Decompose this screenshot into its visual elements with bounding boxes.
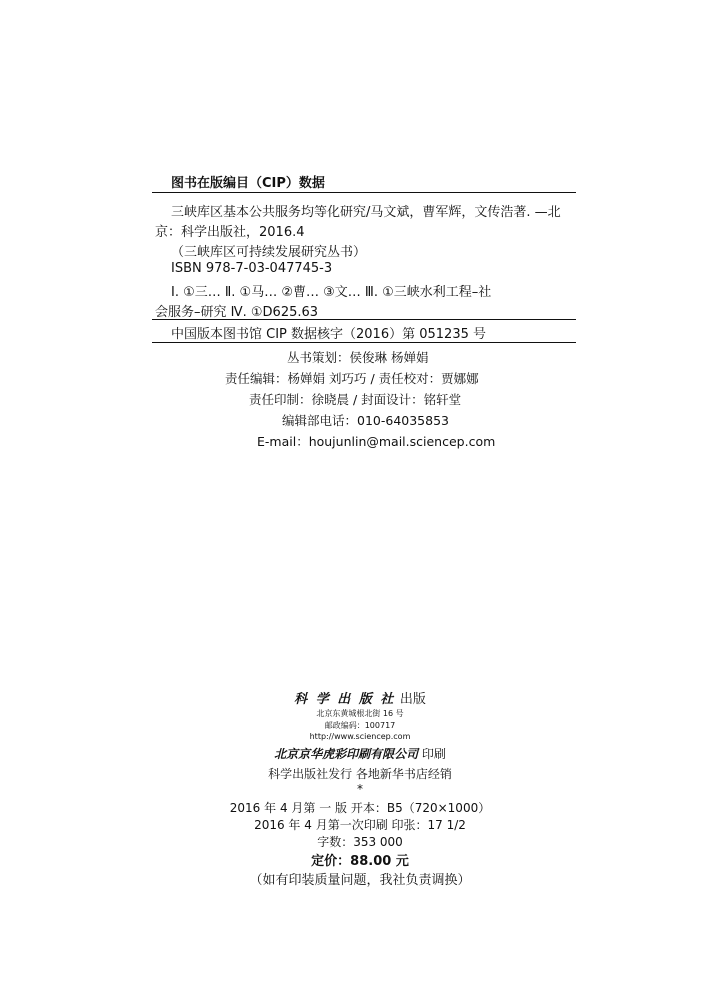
responsible-printing: 责任印制：徐晓晨 / 封面设计：铭轩堂 [249, 392, 462, 407]
cip-heading: 图书在版编目（CIP）数据 [171, 176, 325, 191]
cip-isbn-line: ISBN 978-7-03-047745-3 [171, 261, 333, 276]
publisher-line [0, 688, 720, 707]
responsible-editors: 责任编辑：杨婵娟 刘巧巧 / 责任校对：贾娜娜 [225, 371, 479, 386]
price: 定价：88.00 元 [311, 854, 409, 869]
cip-record-number: 中国版本图书馆 CIP 数据核字（2016）第 051235 号 [171, 327, 486, 342]
printer-suffix: 印刷 [421, 747, 446, 761]
printer-name: 北京京华虎彩印刷有限公司 [274, 747, 419, 761]
cip-title-line: 三峡库区基本公共服务均等化研究/马文斌，曹军辉，文传浩著. —北 [171, 205, 561, 220]
cip-classification-line-2: 会服务–研究 Ⅳ. ①D625.63 [155, 305, 319, 320]
publisher-postcode: 邮政编码：100717 [324, 721, 396, 730]
impression-line: 2016 年 4 月第一次印刷 印张：17 1/2 [254, 818, 466, 832]
cip-top-rule [152, 192, 576, 193]
quality-notice: （如有印装质量问题，我社负责调换） [249, 873, 471, 888]
cip-series-line: （三峡库区可持续发展研究丛书） [171, 245, 367, 260]
editorial-email: E-mail：houjunlin@mail.sciencep.com [257, 434, 496, 449]
word-count: 字数：353 000 [317, 835, 403, 849]
publisher-suffix: 出版 [399, 692, 426, 707]
cip-publication-line: 京：科学出版社，2016.4 [155, 225, 305, 240]
publisher-website: http://www.sciencep.com [309, 732, 411, 741]
editorial-phone: 编辑部电话：010-64035853 [282, 413, 449, 428]
cip-classification-line: Ⅰ. ①三… Ⅱ. ①马… ②曹… ③文… Ⅲ. ①三峡水利工程–社 [171, 285, 492, 300]
publisher-address: 北京东黄城根北街 16 号 [316, 709, 404, 718]
cip-mid-rule [152, 319, 576, 320]
separator-star: * [357, 782, 363, 796]
edition-line: 2016 年 4 月第 一 版 开本：B5（720×1000） [229, 801, 491, 815]
publisher-name: 科 学 出 版 社 [294, 692, 396, 707]
printer-line [0, 745, 720, 762]
cip-bottom-rule [152, 342, 576, 343]
series-planner: 丛书策划：侯俊琳 杨婵娟 [287, 350, 429, 365]
distribution-line: 科学出版社发行 各地新华书店经销 [268, 767, 452, 781]
